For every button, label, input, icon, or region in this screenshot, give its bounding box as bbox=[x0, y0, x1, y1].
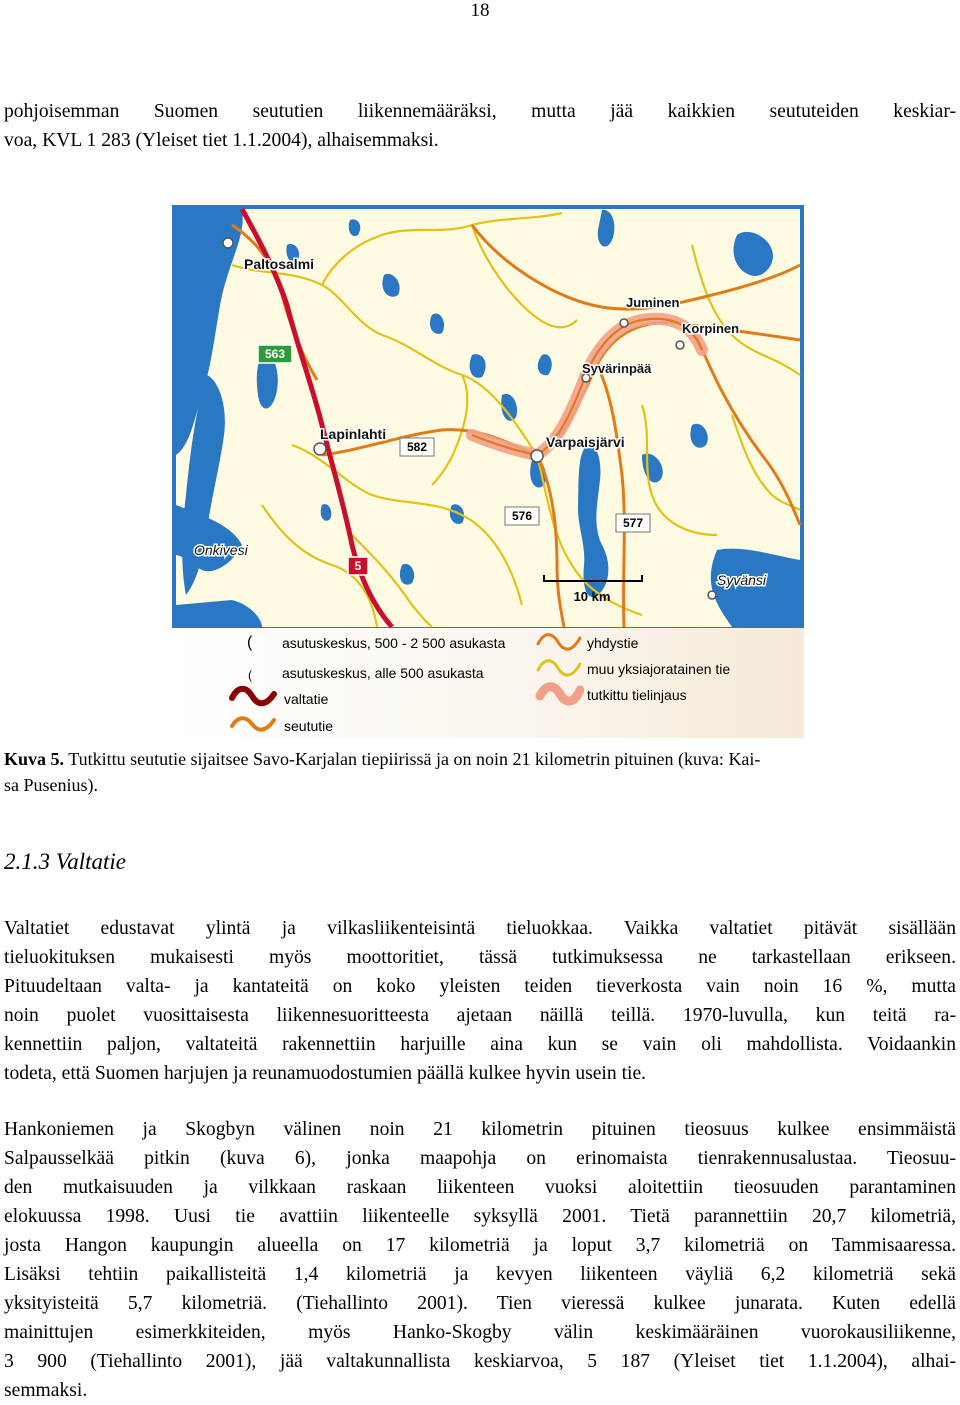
town-paltosalmi bbox=[223, 238, 233, 248]
figure-caption bbox=[4, 746, 904, 798]
paragraph-line: todeta, että Suomen harjujen ja reunamuodostumien päällä kulkee hyvin usein tie. bbox=[4, 1063, 647, 1084]
paragraph-line: kennettiin paljon, valtateitä rakennettiin harjuille aina kun se vain oli mahdollista. Voidaankin bbox=[4, 1034, 956, 1055]
tutkittu-legend-icon bbox=[534, 680, 584, 708]
legend-muu-tie: muu yksiajoratainen tie bbox=[587, 661, 731, 677]
label-juminen: Juminen bbox=[626, 295, 680, 310]
paragraph-line: semmaksi. bbox=[4, 1380, 88, 1401]
road-5: 5 bbox=[354, 559, 362, 573]
scale-label: 10 km bbox=[573, 589, 611, 604]
paragraph-line: tieluokituksen mukaisesti myös moottoritiet, tässä tutkimuksessa ne tarkastellaan erikseen. bbox=[4, 947, 956, 968]
road-576: 576 bbox=[511, 509, 533, 523]
paragraph-line: 3 900 (Tiehallinto 2001), jää valtakunnallista keskiarvoa, 5 187 (Yleiset tiet 1.1.2004), alhai- bbox=[4, 1351, 956, 1372]
label-lapinlahti: Lapinlahti bbox=[320, 426, 387, 442]
caption-text: Tutkittu seututie sijaitsee Savo-Karjalan tiepiirissä ja on noin 21 kilometrin pituinen (kuva: Kai- bbox=[68, 749, 761, 769]
caption-line-1 bbox=[4, 746, 904, 772]
paragraph-line: Pituudeltaan valta- ja kantateitä on koko yleisten teiden tieverkosta vain noin 16 %, mutta bbox=[4, 976, 956, 997]
valtatie-legend-icon bbox=[228, 686, 278, 710]
paragraph-line: noin puolet vuosittaisesta liikennesuoritteesta ajetaan näillä teillä. 1970-luvulla, kun teitä ra- bbox=[4, 1005, 956, 1026]
paragraph-line: Valtatiet edustavat ylintä ja vilkasliikenteisintä tieluokkaa. Vaikka valtatiet pitävät sisällään bbox=[4, 918, 956, 939]
town-korpinen bbox=[676, 341, 684, 349]
paragraph-line: mainittujen esimerkkiteiden, myös Hanko-Skogby välin keskimääräinen vuorokausiliikenne, bbox=[4, 1322, 956, 1343]
paragraph-line: josta Hangon kaupungin alueella on 17 kilometriä ja loput 3,7 kilometriä on Tammisaaressa. bbox=[4, 1235, 956, 1256]
paragraph-hanko bbox=[4, 1115, 956, 1405]
label-onkivesi: Onkivesi bbox=[194, 542, 248, 558]
paragraph-line: Salpausselkää pitkin (kuva 6), jonka maapohja on erinomaista tienrakennusalustaa. Tieosuu- bbox=[4, 1148, 956, 1169]
label-korpinen: Korpinen bbox=[682, 321, 740, 336]
town-juminen bbox=[620, 319, 628, 327]
town-syvansi bbox=[708, 591, 716, 599]
paragraph-line: Hankoniemen ja Skogbyn välinen noin 21 kilometrin pituinen tieosuus kulkee ensimmäistä bbox=[4, 1119, 956, 1140]
town-lapinlahti bbox=[314, 443, 326, 455]
road-563: 563 bbox=[264, 347, 286, 361]
caption-label: Kuva 5. bbox=[4, 749, 65, 769]
page-number: 18 bbox=[470, 0, 490, 21]
road-577: 577 bbox=[622, 516, 644, 530]
label-varpaisjarvi: Varpaisjärvi bbox=[546, 434, 625, 450]
legend-seututie: seututie bbox=[284, 718, 334, 734]
legend-tutkittu: tutkittu tielinjaus bbox=[587, 687, 687, 703]
legend-town-large: asutuskeskus, 500 - 2 500 asukasta bbox=[282, 635, 506, 651]
intro-paragraph bbox=[4, 97, 956, 155]
paragraph-valtatie bbox=[4, 914, 956, 1088]
paragraph-line: den mutkaisuuden ja vilkkaan raskaan liikenteen vuoksi aloitettiin tieosuuden parantaminen bbox=[4, 1177, 956, 1198]
label-syvansi: Syvänsi bbox=[717, 572, 767, 588]
caption-line-2: sa Pusenius). bbox=[4, 775, 98, 795]
intro-line: voa, KVL 1 283 (Yleiset tiet 1.1.2004), alhaisemmaksi. bbox=[4, 130, 439, 151]
town-varpaisjarvi bbox=[531, 450, 543, 462]
legend-town-small-symbol: ( bbox=[248, 668, 252, 682]
paragraph-line: yksityisteitä 5,7 kilometriä. (Tiehallinto 2001). Tien vieressä kulkee junarata. Kuten edellä bbox=[4, 1293, 956, 1314]
muu-tie-legend-icon bbox=[534, 656, 584, 680]
legend-town-large-symbol: ( bbox=[247, 634, 253, 651]
map-legend bbox=[172, 628, 804, 738]
road-582: 582 bbox=[406, 440, 428, 454]
intro-line: pohjoisemman Suomen seututien liikennemääräksi, mutta jää kaikkien seututeiden keskiar- bbox=[4, 101, 956, 122]
section-heading: 2.1.3 Valtatie bbox=[4, 849, 127, 874]
seututie-legend-icon bbox=[228, 714, 278, 734]
legend-valtatie: valtatie bbox=[284, 691, 329, 707]
label-syvarinpaa: Syvärinpää bbox=[582, 361, 652, 376]
legend-yhdystie: yhdystie bbox=[587, 635, 639, 651]
paragraph-line: Lisäksi tehtiin paikallisteitä 1,4 kilometriä ja kevyen liikenteen väyliä 6,2 kilometriä sekä bbox=[4, 1264, 956, 1285]
paragraph-line: elokuussa 1998. Uusi tie avattiin liikenteelle syksyllä 2001. Tietä parannettiin 20,7 kilometriä, bbox=[4, 1206, 956, 1227]
label-paltosalmi: Paltosalmi bbox=[244, 256, 315, 272]
route-map bbox=[172, 205, 804, 631]
yhdystie-legend-icon bbox=[534, 630, 584, 654]
legend-town-small: asutuskeskus, alle 500 asukasta bbox=[282, 665, 484, 681]
